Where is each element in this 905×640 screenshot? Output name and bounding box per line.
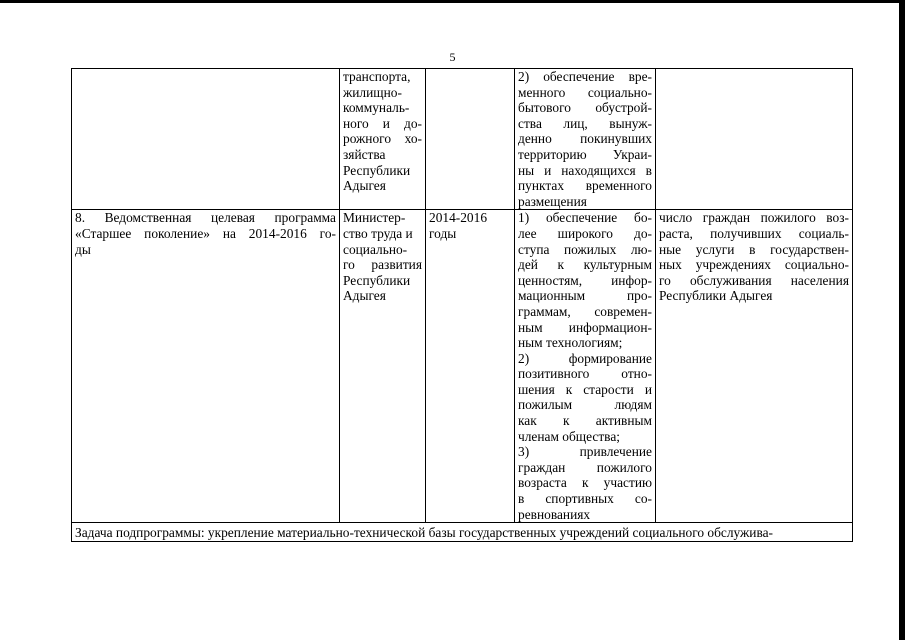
cell-line: ного и до- xyxy=(343,115,422,131)
cell-line: как к активным xyxy=(518,413,652,429)
page-number: 5 xyxy=(449,50,456,64)
cell-line: Министер- xyxy=(343,210,406,226)
cell-line: Республики xyxy=(343,272,411,288)
cell-line: возраста к участию xyxy=(518,475,652,491)
cell-line: бытового обустрой- xyxy=(518,100,652,116)
cell-line: членам общества; xyxy=(518,428,620,444)
cell-line: в спортивных со- xyxy=(518,491,652,507)
cell-line: лее широкого до- xyxy=(518,225,652,241)
cell-line: ства лиц, вынуж- xyxy=(518,115,652,131)
cell-line: ство труда и xyxy=(343,225,413,241)
cell-line: дей к культурным xyxy=(518,257,652,273)
program-table xyxy=(71,68,853,542)
cell-line: 3) привлечение xyxy=(518,444,652,460)
cell-line: позитивного отно- xyxy=(518,366,652,382)
responsible-executor-cell xyxy=(340,69,426,210)
cell-line: Республики Адыгея xyxy=(659,288,773,304)
cell-line: размещения xyxy=(518,193,587,209)
frame-top-border xyxy=(0,0,905,3)
cell-line: ступа пожилых лю- xyxy=(518,241,652,257)
cell-line: число граждан пожилого воз- xyxy=(659,210,849,226)
cell-line: годы xyxy=(429,225,457,241)
cell-line: граждан пожилого xyxy=(518,459,652,475)
cell-line: 2) формирование xyxy=(518,350,652,366)
cell-line: коммуналь- xyxy=(343,100,410,116)
cell-line: ных учреждениях социально- xyxy=(659,257,849,273)
cell-line: денно покинувших xyxy=(518,131,652,147)
cell-line: ным информацион- xyxy=(518,319,652,335)
cell-line: Республики xyxy=(343,162,411,178)
cell-line: 2) обеспечение вре- xyxy=(518,69,652,84)
cell-line: менного социально- xyxy=(518,84,652,100)
cell-line: Адыгея xyxy=(343,178,386,194)
cell-line: социально- xyxy=(343,241,408,257)
cell-line: мационным про- xyxy=(518,288,652,304)
cell-line: территорию Украи- xyxy=(518,146,652,162)
cell-line: ные услуги в государствен- xyxy=(659,241,849,257)
cell-line: граммам, современ- xyxy=(518,303,652,319)
cell-line: зяйства xyxy=(343,146,386,162)
term-cell xyxy=(426,69,515,210)
term-cell xyxy=(426,210,515,523)
cell-line: транспорта, xyxy=(343,69,411,84)
program-name-cell xyxy=(72,210,340,523)
cell-line: пожилым людям xyxy=(518,397,652,413)
indicator-cell xyxy=(656,69,853,210)
cell-line: пунктах временного xyxy=(518,178,652,194)
frame-right-border xyxy=(899,0,905,640)
subprogram-task-cell: Задача подпрограммы: укрепление материально-технической базы государственных учреждений социального обслужива- xyxy=(72,523,853,542)
cell-line: го обслуживания населения xyxy=(659,272,849,288)
cell-line: 1) обеспечение бо- xyxy=(518,210,652,226)
goals-cell xyxy=(515,210,656,523)
program-name-cell xyxy=(72,69,340,210)
cell-line: ревнованиях xyxy=(518,506,591,522)
cell-line: ным технологиям; xyxy=(518,335,623,351)
cell-line: 2014-2016 xyxy=(429,210,488,226)
table-row xyxy=(72,69,853,210)
cell-line: Адыгея xyxy=(343,288,386,304)
cell-line: ны и находящихся в xyxy=(518,162,652,178)
cell-line: 8. Ведомственная целевая программа xyxy=(75,210,336,226)
cell-line: рожного хо- xyxy=(343,131,422,147)
cell-line: жилищно- xyxy=(343,84,402,100)
cell-line: раста, получивших социаль- xyxy=(659,225,849,241)
responsible-executor-cell xyxy=(340,210,426,523)
goals-cell xyxy=(515,69,656,210)
cell-line: шения к старости и xyxy=(518,381,652,397)
table-row xyxy=(72,210,853,523)
cell-line: ценностям, инфор- xyxy=(518,272,652,288)
cell-line: ды xyxy=(75,241,91,257)
cell-line: го развития xyxy=(343,257,422,273)
indicator-cell xyxy=(656,210,853,523)
cell-line: «Старшее поколение» на 2014-2016 го- xyxy=(75,225,336,241)
table-row xyxy=(72,523,853,542)
